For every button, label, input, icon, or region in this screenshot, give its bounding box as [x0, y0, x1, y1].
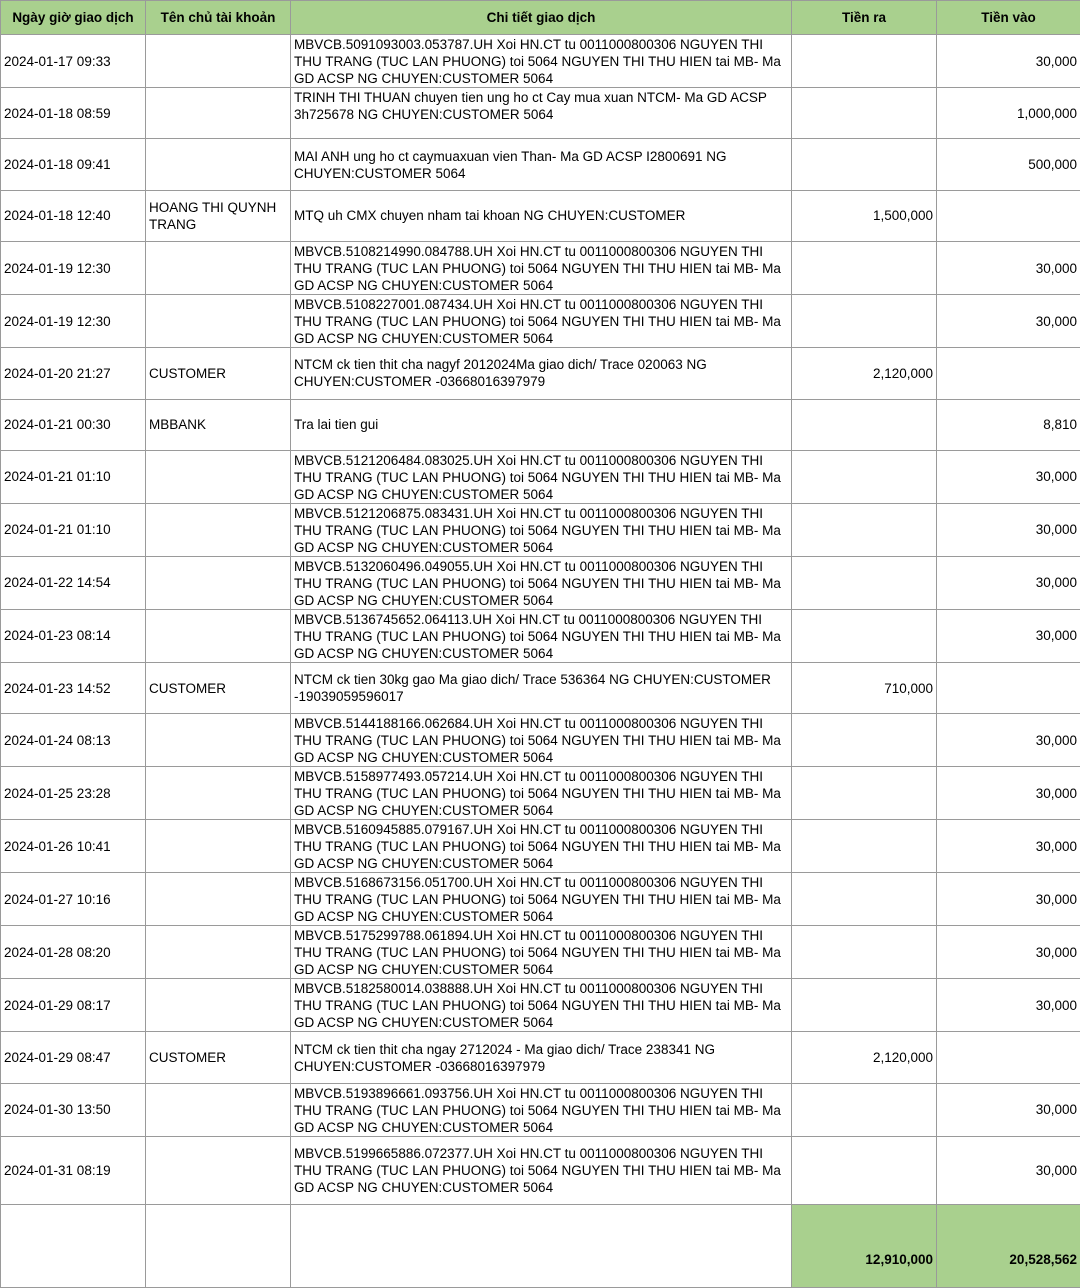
cell-money-in: 1,000,000: [937, 88, 1080, 139]
table-row: [1, 295, 1080, 348]
cell-money-out: [792, 450, 937, 503]
cell-account-name: [146, 503, 291, 556]
cell-date: 2024-01-18 12:40: [1, 190, 146, 241]
total-money-out: 12,910,000: [792, 1204, 937, 1287]
cell-money-in: 30,000: [937, 979, 1080, 1032]
cell-details: MBVCB.5160945885.079167.UH Xoi HN.CT tu 0011000800306 NGUYEN THI THU TRANG (TUC LAN PHUONG) toi 5064 NGUYEN THI THU HIEN tai MB- Ma GD ACSP NG CHUYEN:CUSTOMER 5064: [291, 820, 792, 873]
cell-account-name: [146, 556, 291, 609]
cell-date: 2024-01-26 10:41: [1, 820, 146, 873]
cell-date: 2024-01-31 08:19: [1, 1136, 146, 1204]
cell-money-in: 30,000: [937, 242, 1080, 295]
cell-details: MBVCB.5175299788.061894.UH Xoi HN.CT tu 0011000800306 NGUYEN THI THU TRANG (TUC LAN PHUONG) toi 5064 NGUYEN THI THU HIEN tai MB- Ma GD ACSP NG CHUYEN:CUSTOMER 5064: [291, 926, 792, 979]
cell-account-name: CUSTOMER: [146, 348, 291, 399]
cell-account-name: MBBANK: [146, 399, 291, 450]
cell-details: MBVCB.5108227001.087434.UH Xoi HN.CT tu 0011000800306 NGUYEN THI THU TRANG (TUC LAN PHUONG) toi 5064 NGUYEN THI THU HIEN tai MB- Ma GD ACSP NG CHUYEN:CUSTOMER 5064: [291, 295, 792, 348]
table-row: [1, 662, 1080, 713]
table-row: [1, 190, 1080, 241]
cell-money-in: 500,000: [937, 139, 1080, 190]
cell-account-name: [146, 450, 291, 503]
cell-money-out: 1,500,000: [792, 190, 937, 241]
cell-date: 2024-01-20 21:27: [1, 348, 146, 399]
cell-date: 2024-01-23 14:52: [1, 662, 146, 713]
cell-money-in: 30,000: [937, 926, 1080, 979]
table-row: [1, 767, 1080, 820]
cell-money-in: 30,000: [937, 556, 1080, 609]
cell-date: 2024-01-17 09:33: [1, 35, 146, 88]
cell-account-name: [146, 820, 291, 873]
cell-date: 2024-01-23 08:14: [1, 609, 146, 662]
cell-details: MBVCB.5182580014.038888.UH Xoi HN.CT tu 0011000800306 NGUYEN THI THU TRANG (TUC LAN PHUONG) toi 5064 NGUYEN THI THU HIEN tai MB- Ma GD ACSP NG CHUYEN:CUSTOMER 5064: [291, 979, 792, 1032]
cell-details: MAI ANH ung ho ct caymuaxuan vien Than- Ma GD ACSP I2800691 NG CHUYEN:CUSTOMER 5064: [291, 139, 792, 190]
table-row: [1, 609, 1080, 662]
cell-money-out: [792, 1083, 937, 1136]
cell-money-in: [937, 662, 1080, 713]
column-header-account-name: Tên chủ tài khoản: [146, 1, 291, 35]
cell-details: Tra lai tien gui: [291, 399, 792, 450]
cell-money-out: [792, 556, 937, 609]
cell-money-out: [792, 1136, 937, 1204]
cell-account-name: [146, 1136, 291, 1204]
cell-money-in: 30,000: [937, 1136, 1080, 1204]
cell-money-in: [937, 190, 1080, 241]
cell-money-out: [792, 767, 937, 820]
cell-account-name: [146, 295, 291, 348]
cell-account-name: CUSTOMER: [146, 1032, 291, 1083]
cell-details: MBVCB.5144188166.062684.UH Xoi HN.CT tu 0011000800306 NGUYEN THI THU TRANG (TUC LAN PHUONG) toi 5064 NGUYEN THI THU HIEN tai MB- Ma GD ACSP NG CHUYEN:CUSTOMER 5064: [291, 714, 792, 767]
transaction-rows: [1, 35, 1080, 1205]
cell-account-name: [146, 139, 291, 190]
cell-details: MBVCB.5091093003.053787.UH Xoi HN.CT tu 0011000800306 NGUYEN THI THU TRANG (TUC LAN PHUONG) toi 5064 NGUYEN THI THU HIEN tai MB- Ma GD ACSP NG CHUYEN:CUSTOMER 5064: [291, 35, 792, 88]
cell-date: 2024-01-25 23:28: [1, 767, 146, 820]
cell-money-in: 30,000: [937, 873, 1080, 926]
cell-date: 2024-01-30 13:50: [1, 1083, 146, 1136]
cell-details: MBVCB.5121206484.083025.UH Xoi HN.CT tu 0011000800306 NGUYEN THI THU TRANG (TUC LAN PHUONG) toi 5064 NGUYEN THI THU HIEN tai MB- Ma GD ACSP NG CHUYEN:CUSTOMER 5064: [291, 450, 792, 503]
cell-date: 2024-01-29 08:47: [1, 1032, 146, 1083]
cell-money-out: [792, 609, 937, 662]
table-row: [1, 1136, 1080, 1204]
cell-money-in: 30,000: [937, 450, 1080, 503]
cell-money-out: 2,120,000: [792, 348, 937, 399]
cell-account-name: [146, 714, 291, 767]
cell-date: 2024-01-28 08:20: [1, 926, 146, 979]
cell-details: MBVCB.5168673156.051700.UH Xoi HN.CT tu 0011000800306 NGUYEN THI THU TRANG (TUC LAN PHUONG) toi 5064 NGUYEN THI THU HIEN tai MB- Ma GD ACSP NG CHUYEN:CUSTOMER 5064: [291, 873, 792, 926]
table-row: [1, 1032, 1080, 1083]
column-header-money-in: Tiền vào: [937, 1, 1080, 35]
cell-money-out: [792, 35, 937, 88]
table-row: [1, 820, 1080, 873]
table-row: [1, 348, 1080, 399]
cell-money-in: 30,000: [937, 1083, 1080, 1136]
cell-money-in: [937, 1032, 1080, 1083]
totals-empty-cell: [146, 1204, 291, 1287]
cell-details: MBVCB.5108214990.084788.UH Xoi HN.CT tu 0011000800306 NGUYEN THI THU TRANG (TUC LAN PHUONG) toi 5064 NGUYEN THI THU HIEN tai MB- Ma GD ACSP NG CHUYEN:CUSTOMER 5064: [291, 242, 792, 295]
cell-money-out: [792, 399, 937, 450]
cell-account-name: [146, 609, 291, 662]
table-row: [1, 139, 1080, 190]
cell-details: MBVCB.5132060496.049055.UH Xoi HN.CT tu 0011000800306 NGUYEN THI THU TRANG (TUC LAN PHUONG) toi 5064 NGUYEN THI THU HIEN tai MB- Ma GD ACSP NG CHUYEN:CUSTOMER 5064: [291, 556, 792, 609]
table-row: [1, 88, 1080, 139]
cell-date: 2024-01-19 12:30: [1, 295, 146, 348]
cell-date: 2024-01-27 10:16: [1, 873, 146, 926]
cell-money-in: 30,000: [937, 609, 1080, 662]
cell-details: MBVCB.5199665886.072377.UH Xoi HN.CT tu 0011000800306 NGUYEN THI THU TRANG (TUC LAN PHUONG) toi 5064 NGUYEN THI THU HIEN tai MB- Ma GD ACSP NG CHUYEN:CUSTOMER 5064: [291, 1136, 792, 1204]
cell-money-out: [792, 873, 937, 926]
cell-money-out: [792, 714, 937, 767]
table-row: [1, 35, 1080, 88]
table-row: [1, 1083, 1080, 1136]
table-row: [1, 979, 1080, 1032]
cell-date: 2024-01-21 01:10: [1, 503, 146, 556]
cell-date: 2024-01-21 01:10: [1, 450, 146, 503]
cell-account-name: [146, 979, 291, 1032]
cell-details: NTCM ck tien 30kg gao Ma giao dich/ Trace 536364 NG CHUYEN:CUSTOMER -19039059596017: [291, 662, 792, 713]
cell-money-in: 30,000: [937, 503, 1080, 556]
cell-money-in: 30,000: [937, 767, 1080, 820]
cell-money-out: [792, 979, 937, 1032]
table-row: [1, 714, 1080, 767]
cell-money-in: 30,000: [937, 35, 1080, 88]
cell-details: MTQ uh CMX chuyen nham tai khoan NG CHUYEN:CUSTOMER: [291, 190, 792, 241]
column-header-date: Ngày giờ giao dịch: [1, 1, 146, 35]
cell-date: 2024-01-19 12:30: [1, 242, 146, 295]
cell-money-in: [937, 348, 1080, 399]
cell-account-name: [146, 926, 291, 979]
cell-details: NTCM ck tien thit cha ngay 2712024 - Ma giao dich/ Trace 238341 NG CHUYEN:CUSTOMER -03668016397979: [291, 1032, 792, 1083]
totals-empty-cell: [1, 1204, 146, 1287]
cell-details: MBVCB.5136745652.064113.UH Xoi HN.CT tu 0011000800306 NGUYEN THI THU TRANG (TUC LAN PHUONG) toi 5064 NGUYEN THI THU HIEN tai MB- Ma GD ACSP NG CHUYEN:CUSTOMER 5064: [291, 609, 792, 662]
cell-money-out: [792, 820, 937, 873]
column-header-money-out: Tiền ra: [792, 1, 937, 35]
cell-money-out: [792, 295, 937, 348]
cell-details: MBVCB.5121206875.083431.UH Xoi HN.CT tu 0011000800306 NGUYEN THI THU TRANG (TUC LAN PHUONG) toi 5064 NGUYEN THI THU HIEN tai MB- Ma GD ACSP NG CHUYEN:CUSTOMER 5064: [291, 503, 792, 556]
cell-account-name: HOANG THI QUYNH TRANG: [146, 190, 291, 241]
cell-account-name: [146, 88, 291, 139]
cell-account-name: [146, 1083, 291, 1136]
cell-money-in: 8,810: [937, 399, 1080, 450]
cell-details: NTCM ck tien thit cha nagyf 2012024Ma giao dich/ Trace 020063 NG CHUYEN:CUSTOMER -03668016397979: [291, 348, 792, 399]
cell-money-out: [792, 88, 937, 139]
cell-account-name: [146, 767, 291, 820]
cell-account-name: CUSTOMER: [146, 662, 291, 713]
column-header-details: Chi tiết giao dịch: [291, 1, 792, 35]
cell-account-name: [146, 242, 291, 295]
header-row: [1, 1, 1080, 35]
cell-money-out: [792, 242, 937, 295]
cell-money-out: 710,000: [792, 662, 937, 713]
cell-money-out: [792, 503, 937, 556]
table-row: [1, 399, 1080, 450]
cell-date: 2024-01-18 09:41: [1, 139, 146, 190]
table-row: [1, 450, 1080, 503]
table-row: [1, 242, 1080, 295]
totals-row: [1, 1204, 1080, 1287]
cell-money-out: [792, 139, 937, 190]
cell-money-in: 30,000: [937, 714, 1080, 767]
cell-money-in: 30,000: [937, 295, 1080, 348]
table-row: [1, 873, 1080, 926]
total-money-in: 20,528,562: [937, 1204, 1080, 1287]
cell-date: 2024-01-22 14:54: [1, 556, 146, 609]
cell-date: 2024-01-18 08:59: [1, 88, 146, 139]
cell-account-name: [146, 35, 291, 88]
table-row: [1, 503, 1080, 556]
cell-account-name: [146, 873, 291, 926]
cell-date: 2024-01-24 08:13: [1, 714, 146, 767]
cell-date: 2024-01-29 08:17: [1, 979, 146, 1032]
cell-money-in: 30,000: [937, 820, 1080, 873]
table-row: [1, 926, 1080, 979]
cell-date: 2024-01-21 00:30: [1, 399, 146, 450]
cell-details: TRINH THI THUAN chuyen tien ung ho ct Cay mua xuan NTCM- Ma GD ACSP 3h725678 NG CHUYEN:CUSTOMER 5064: [291, 88, 792, 139]
totals-empty-cell: [291, 1204, 792, 1287]
table-row: [1, 556, 1080, 609]
cell-money-out: 2,120,000: [792, 1032, 937, 1083]
cell-money-out: [792, 926, 937, 979]
cell-details: MBVCB.5158977493.057214.UH Xoi HN.CT tu 0011000800306 NGUYEN THI THU TRANG (TUC LAN PHUONG) toi 5064 NGUYEN THI THU HIEN tai MB- Ma GD ACSP NG CHUYEN:CUSTOMER 5064: [291, 767, 792, 820]
cell-details: MBVCB.5193896661.093756.UH Xoi HN.CT tu 0011000800306 NGUYEN THI THU TRANG (TUC LAN PHUONG) toi 5064 NGUYEN THI THU HIEN tai MB- Ma GD ACSP NG CHUYEN:CUSTOMER 5064: [291, 1083, 792, 1136]
